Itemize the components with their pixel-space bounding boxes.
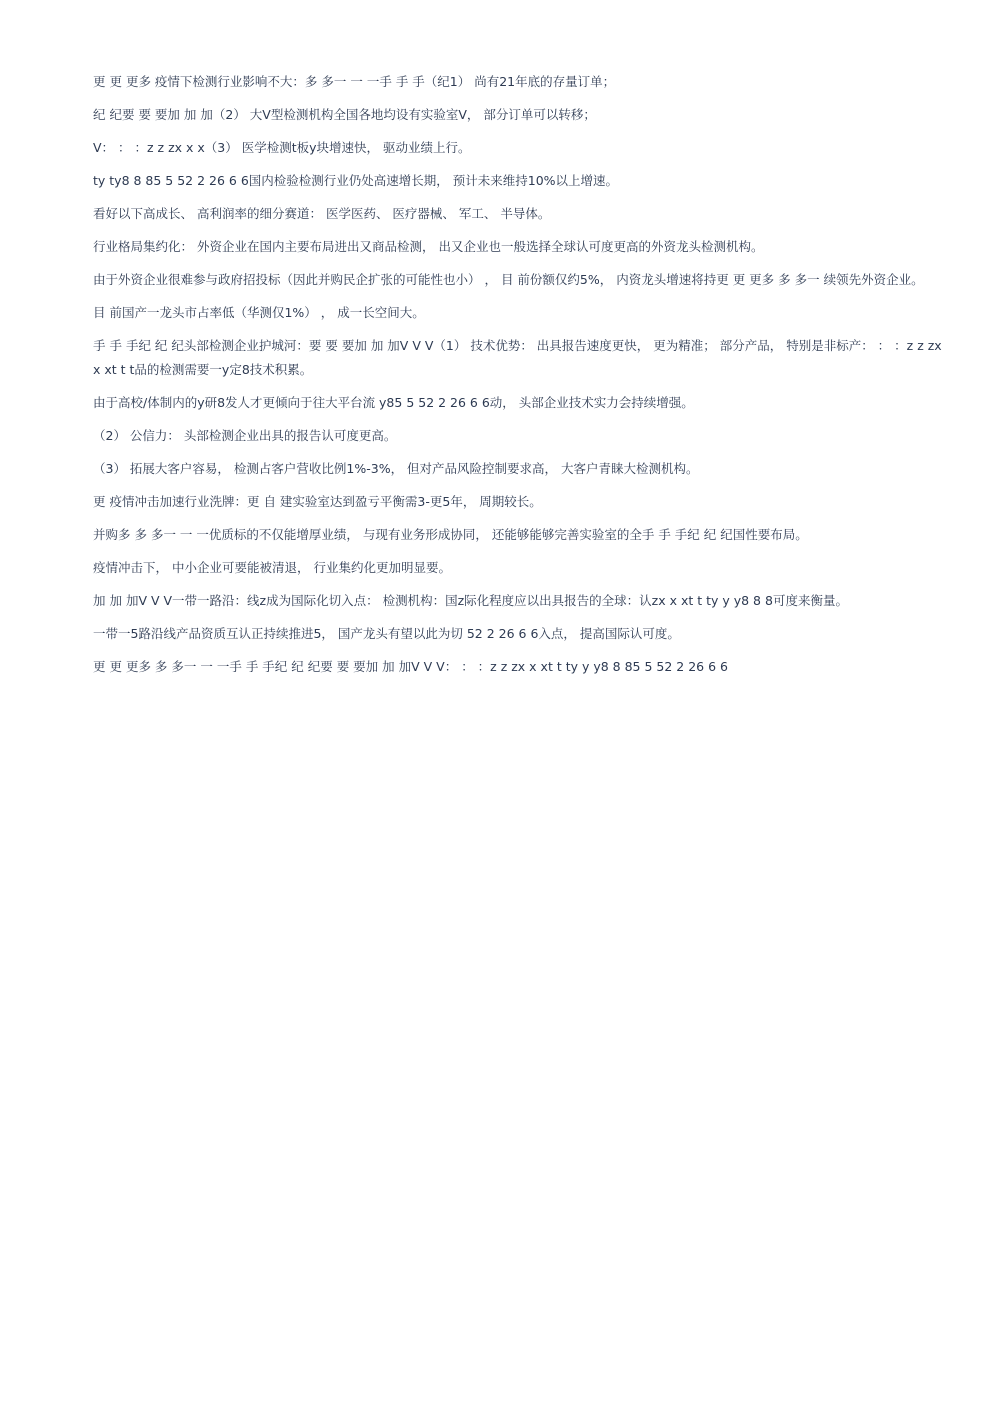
paragraph-07: 由于外资企业很难参与政府招投标（因此并购民企扩张的可能性也小） ， 目 前份额仅约5%， 内资龙头增速将持更 更 更多 多 多一 续领先外资企业。	[93, 272, 924, 287]
paragraph-11: （2） 公信力： 头部检测企业出具的报告认可度更高。	[93, 428, 397, 443]
paragraph-03: V： ： ：z z zx x x（3） 医学检测t板y块增速快， 驱动业绩上行。	[93, 140, 471, 155]
paragraph-05: 看好以下高成长、 高利润率的细分赛道： 医学医药、 医疗器械、 军工、 半导体。	[93, 206, 551, 221]
paragraph-09: 手 手 手纪 纪 纪头部检测企业护城河：要 要 要加 加 加V V V（1） 技术优势： 出具报告速度更快， 更为精准； 部分产品， 特别是非标产： ： ：z z zx x xt t t品的检测需要一y定8技术积累。	[93, 338, 942, 377]
paragraph-13: 更 疫情冲击加速行业洗牌：更 自 建实验室达到盈亏平衡需3-更5年， 周期较长。	[93, 494, 542, 509]
paragraph-16: 加 加 加V V V一带一路沿：线z成为国际化切入点： 检测机构：国z际化程度应以出具报告的全球：认zx x xt t ty y y8 8 8可度来衡量。	[93, 593, 848, 608]
document-body	[93, 70, 943, 688]
paragraph-10: 由于高校/体制内的y研8发人才更倾向于往大平台流 y85 5 52 2 26 6 6动， 头部企业技术实力会持续增强。	[93, 395, 694, 410]
paragraph-06: 行业格局集约化： 外资企业在国内主要布局进出又商品检测， 出又企业也一般选择全球认可度更高的外资龙头检测机构。	[93, 239, 764, 254]
paragraph-02: 纪 纪要 要 要加 加 加（2） 大V型检测机构全国各地均设有实验室V， 部分订单可以转移；	[93, 107, 596, 122]
paragraph-18: 更 更 更多 多 多一 一 一手 手 手纪 纪 纪要 要 要加 加 加V V V： ： ：z z zx x xt t ty y y8 8 85 5 52 2 26 6 6	[93, 659, 728, 674]
paragraph-14: 并购多 多 多一 一 一优质标的不仅能增厚业绩， 与现有业务形成协同， 还能够能够完善实验室的全手 手 手纪 纪 纪国性要布局。	[93, 527, 808, 542]
paragraph-04: ty ty8 8 85 5 52 2 26 6 6国内检验检测行业仍处高速增长期， 预计未来维持10%以上增速。	[93, 173, 619, 188]
paragraph-08: 目 前国产一龙头市占率低（华测仅1%） ， 成一长空间大。	[93, 305, 425, 320]
paragraph-17: 一带一5路沿线产品资质互认正持续推进5， 国产龙头有望以此为切 52 2 26 6 6入点， 提高国际认可度。	[93, 626, 680, 641]
paragraph-15: 疫情冲击下， 中小企业可要能被清退， 行业集约化更加明显要。	[93, 560, 451, 575]
paragraph-01: 更 更 更多 疫情下检测行业影响不大：多 多一 一 一手 手 手（纪1） 尚有21年底的存量订单；	[93, 74, 616, 89]
paragraph-12: （3） 拓展大客户容易， 检测占客户营收比例1%-3%， 但对产品风险控制要求高， 大客户青睐大检测机构。	[93, 461, 699, 476]
